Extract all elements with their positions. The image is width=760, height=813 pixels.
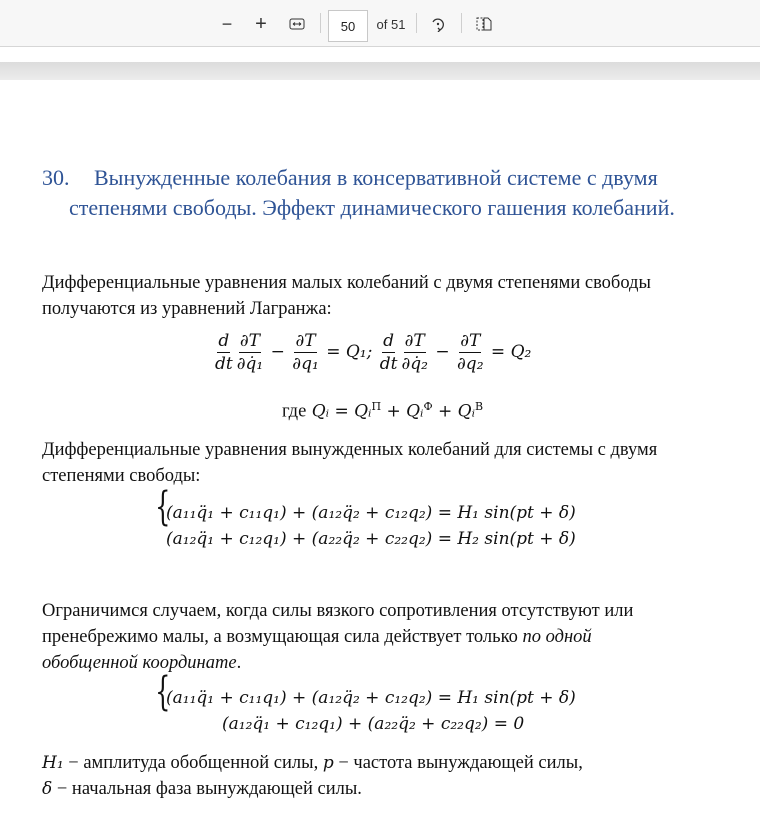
- where-word: где: [282, 401, 307, 422]
- text: − начальная фаза вынуждающей силы.: [52, 779, 362, 799]
- divider: [461, 13, 462, 33]
- two-page-icon: [476, 17, 492, 31]
- rhs: = Q₂: [490, 342, 532, 362]
- symbol: H₁: [42, 753, 64, 773]
- zoom-in-button[interactable]: +: [255, 12, 267, 35]
- zoom-out-button[interactable]: −: [221, 13, 233, 34]
- equation-system-2: [155, 669, 576, 737]
- divider: [416, 13, 417, 33]
- page-total: of 51: [376, 16, 406, 32]
- page-view-button[interactable]: [472, 11, 496, 37]
- toolbar-gap: [0, 47, 760, 63]
- fit-width-button[interactable]: [285, 11, 309, 37]
- text-line: получаются из уравнений Лагранжа:: [42, 299, 332, 319]
- text-line: степенями свободы:: [42, 466, 201, 486]
- paragraph: [42, 437, 657, 489]
- operator: −: [270, 342, 285, 362]
- rhs: = Q₁;: [326, 342, 373, 362]
- equation: (a₁₂q̈₁ + c₁₂q₁) + (a₂₂q̈₂ + c₂₂q₂) = H₂ sin(pt + δ): [166, 529, 576, 549]
- paragraph: [42, 750, 583, 802]
- lagrange-equations: [213, 330, 531, 375]
- text: − частота вынуждающей силы,: [333, 753, 583, 773]
- rotate-button[interactable]: [426, 11, 450, 37]
- text-line: пренебрежимо малы, а возмущающая сила действует только: [42, 627, 523, 647]
- heading-line: Вынужденные колебания в консервативной системе с двумя: [94, 165, 658, 190]
- numerator: ∂T: [460, 331, 481, 351]
- numerator: ∂T: [404, 331, 425, 351]
- where-formula: [282, 400, 483, 423]
- superscript: В: [475, 400, 484, 413]
- denominator: ∂q̇₂: [401, 354, 428, 374]
- formula-part: Qᵢ = Qᵢ: [311, 401, 372, 422]
- fit-width-icon: [289, 18, 305, 30]
- divider: [320, 13, 321, 33]
- text-line: Дифференциальные уравнения вынужденных колебаний для системы с двумя: [42, 440, 658, 460]
- text-line: Дифференциальные уравнения малых колебаний с двумя степенями свободы: [42, 273, 651, 293]
- operator: −: [435, 342, 450, 362]
- denominator: dt: [379, 354, 398, 374]
- superscript: Ф: [423, 400, 433, 413]
- paragraph: [42, 598, 633, 676]
- emphasis: обобщенной координате: [42, 653, 237, 673]
- text-line: Ограничимся случаем, когда силы вязкого сопротивления отсутствуют или: [42, 601, 634, 621]
- equation-system-1: [155, 484, 576, 552]
- brace: {: [155, 669, 171, 715]
- denominator: ∂q₁: [292, 354, 319, 374]
- symbol: δ: [42, 779, 53, 799]
- formula-part: + Qᵢ: [381, 401, 424, 422]
- text: − амплитуда обобщенной силы,: [63, 753, 323, 773]
- equation: (a₁₁q̈₁ + c₁₁q₁) + (a₁₂q̈₂ + c₁₂q₂) = H₁ sin(pt + δ): [166, 688, 576, 708]
- formula-part: + Qᵢ: [432, 401, 476, 422]
- symbol: p: [322, 753, 334, 773]
- denominator: ∂q̇₁: [236, 354, 264, 374]
- emphasis: по одной: [522, 627, 592, 647]
- numerator: d: [218, 331, 230, 351]
- page-number-input[interactable]: 50: [328, 10, 368, 42]
- equation: (a₁₂q̈₁ + c₁₂q₁) + (a₂₂q̈₂ + c₂₂q₂) = 0: [222, 714, 525, 734]
- pdf-toolbar: [0, 0, 760, 47]
- section-heading: [42, 163, 675, 223]
- text: .: [236, 653, 242, 673]
- numerator: ∂T: [295, 331, 316, 351]
- superscript: П: [371, 400, 382, 413]
- heading-number: 30.: [42, 165, 70, 190]
- heading-line: степенями свободы. Эффект динамического гашения колебаний.: [69, 195, 675, 220]
- equation: (a₁₁q̈₁ + c₁₁q₁) + (a₁₂q̈₂ + c₁₂q₂) = H₁ sin(pt + δ): [166, 503, 576, 523]
- numerator: ∂T: [239, 331, 261, 351]
- paragraph: [42, 270, 651, 322]
- brace: {: [155, 484, 171, 530]
- numerator: d: [383, 331, 395, 351]
- denominator: dt: [215, 354, 233, 374]
- rotate-icon: [430, 16, 446, 32]
- page-gap: [0, 62, 760, 80]
- denominator: ∂q₂: [457, 354, 484, 374]
